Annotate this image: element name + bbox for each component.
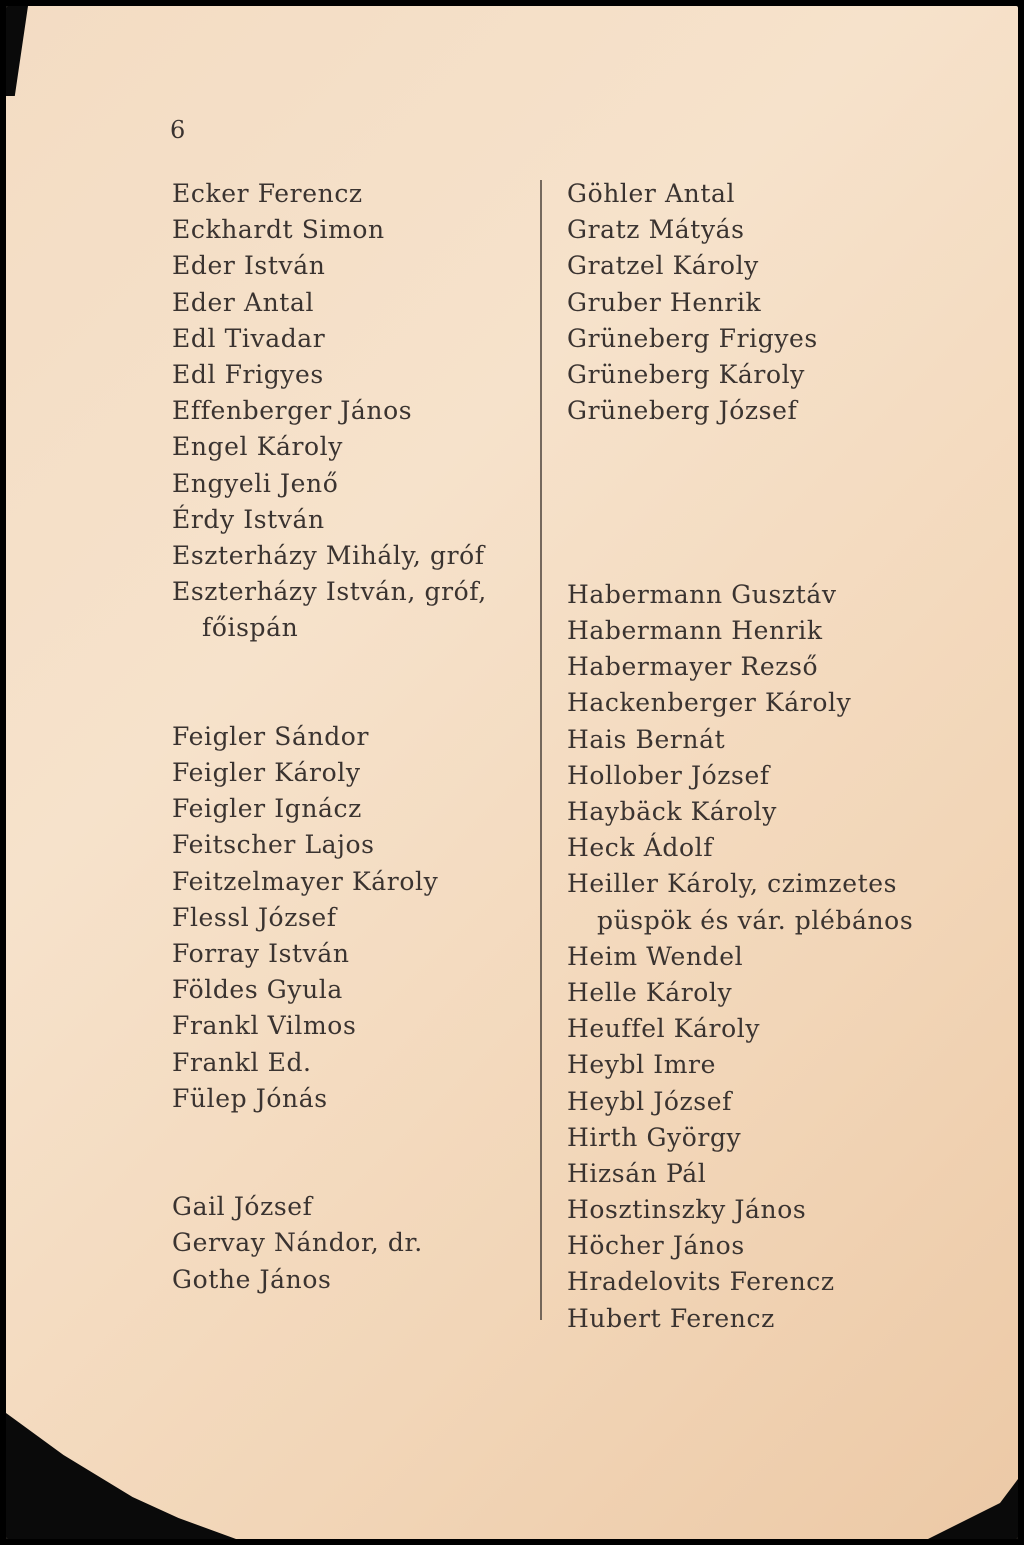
list-item: Feitzelmayer Károly [172, 866, 439, 896]
list-item: Gratz Mátyás [567, 215, 745, 245]
list-item: Effenberger János [172, 396, 413, 426]
page-number: 6 [170, 116, 187, 144]
list-item: Hradelovits Ferencz [567, 1267, 835, 1297]
list-item: Hosztinszky János [567, 1195, 807, 1225]
list-item: Eszterházy István, gróf, [172, 577, 487, 607]
right-column [567, 176, 913, 1337]
list-item: Heuffel Károly [567, 1014, 761, 1044]
list-item: Hais Bernát [567, 724, 726, 754]
list-item: Heybl Imre [567, 1050, 716, 1080]
list-item: Edl Tivadar [172, 323, 326, 353]
list-item: Eder István [172, 251, 326, 281]
list-item: Frankl Ed. [172, 1047, 312, 1077]
list-item: Heim Wendel [567, 941, 744, 971]
list-item: Eckhardt Simon [172, 215, 385, 245]
list-item: Helle Károly [567, 977, 733, 1007]
list-item: Ecker Ferencz [172, 179, 363, 208]
list-item-continuation: főispán [202, 613, 299, 643]
list-item: Gail József [172, 1192, 313, 1222]
list-item: Höcher János [567, 1231, 745, 1261]
list-item: Heiller Károly, czimzetes [567, 869, 898, 899]
list-item: Feigler Károly [172, 758, 361, 787]
list-item: Frankl Vilmos [172, 1011, 357, 1041]
list-item: Edl Frigyes [172, 359, 324, 389]
list-item: Habermayer Rezső [567, 652, 819, 682]
list-item: Hollober József [567, 760, 770, 790]
list-item: Forray István [172, 938, 350, 968]
list-item: Feigler Sándor [172, 721, 369, 751]
list-item: Haybäck Károly [567, 797, 777, 826]
list-item: Hirth György [567, 1122, 742, 1152]
list-item: Grüneberg Károly [567, 359, 805, 389]
list-item: Engel Károly [172, 432, 343, 462]
torn-corner-bottom-right [928, 1479, 1018, 1539]
list-item: Gervay Nándor, dr. [172, 1228, 423, 1258]
list-item: Érdy István [172, 504, 325, 534]
list-item: Flessl József [172, 902, 337, 932]
list-item: Hizsán Pál [567, 1158, 707, 1188]
list-item: Fülep Jónás [172, 1083, 328, 1113]
column-divider [540, 180, 542, 1320]
list-item: Gothe János [172, 1264, 332, 1294]
left-column [172, 176, 487, 1298]
list-item: Habermann Henrik [567, 616, 823, 646]
list-item: Gratzel Károly [567, 251, 759, 281]
list-item: Feigler Ignácz [172, 794, 362, 824]
torn-corner-bottom-left [6, 1399, 236, 1539]
list-item: Eszterházy Mihály, gróf [172, 540, 485, 570]
torn-corner-top-left [6, 6, 28, 96]
list-item: Heck Ádolf [567, 833, 714, 863]
list-item: Gruber Henrik [567, 287, 762, 317]
list-item: Grüneberg József [567, 396, 798, 426]
list-item: Hackenberger Károly [567, 688, 852, 718]
list-item: Grüneberg Frigyes [567, 323, 818, 353]
list-item-continuation: püspök és vár. plébános [597, 905, 914, 935]
list-item: Feitscher Lajos [172, 830, 375, 860]
list-item: Göhler Antal [567, 179, 736, 208]
list-item: Heybl József [567, 1086, 732, 1116]
list-item: Hubert Ferencz [567, 1303, 775, 1333]
list-item: Engyeli Jenő [172, 468, 339, 498]
list-item: Habermann Gusztáv [567, 579, 837, 609]
list-item: Földes Gyula [172, 975, 343, 1005]
list-item: Eder Antal [172, 287, 315, 317]
